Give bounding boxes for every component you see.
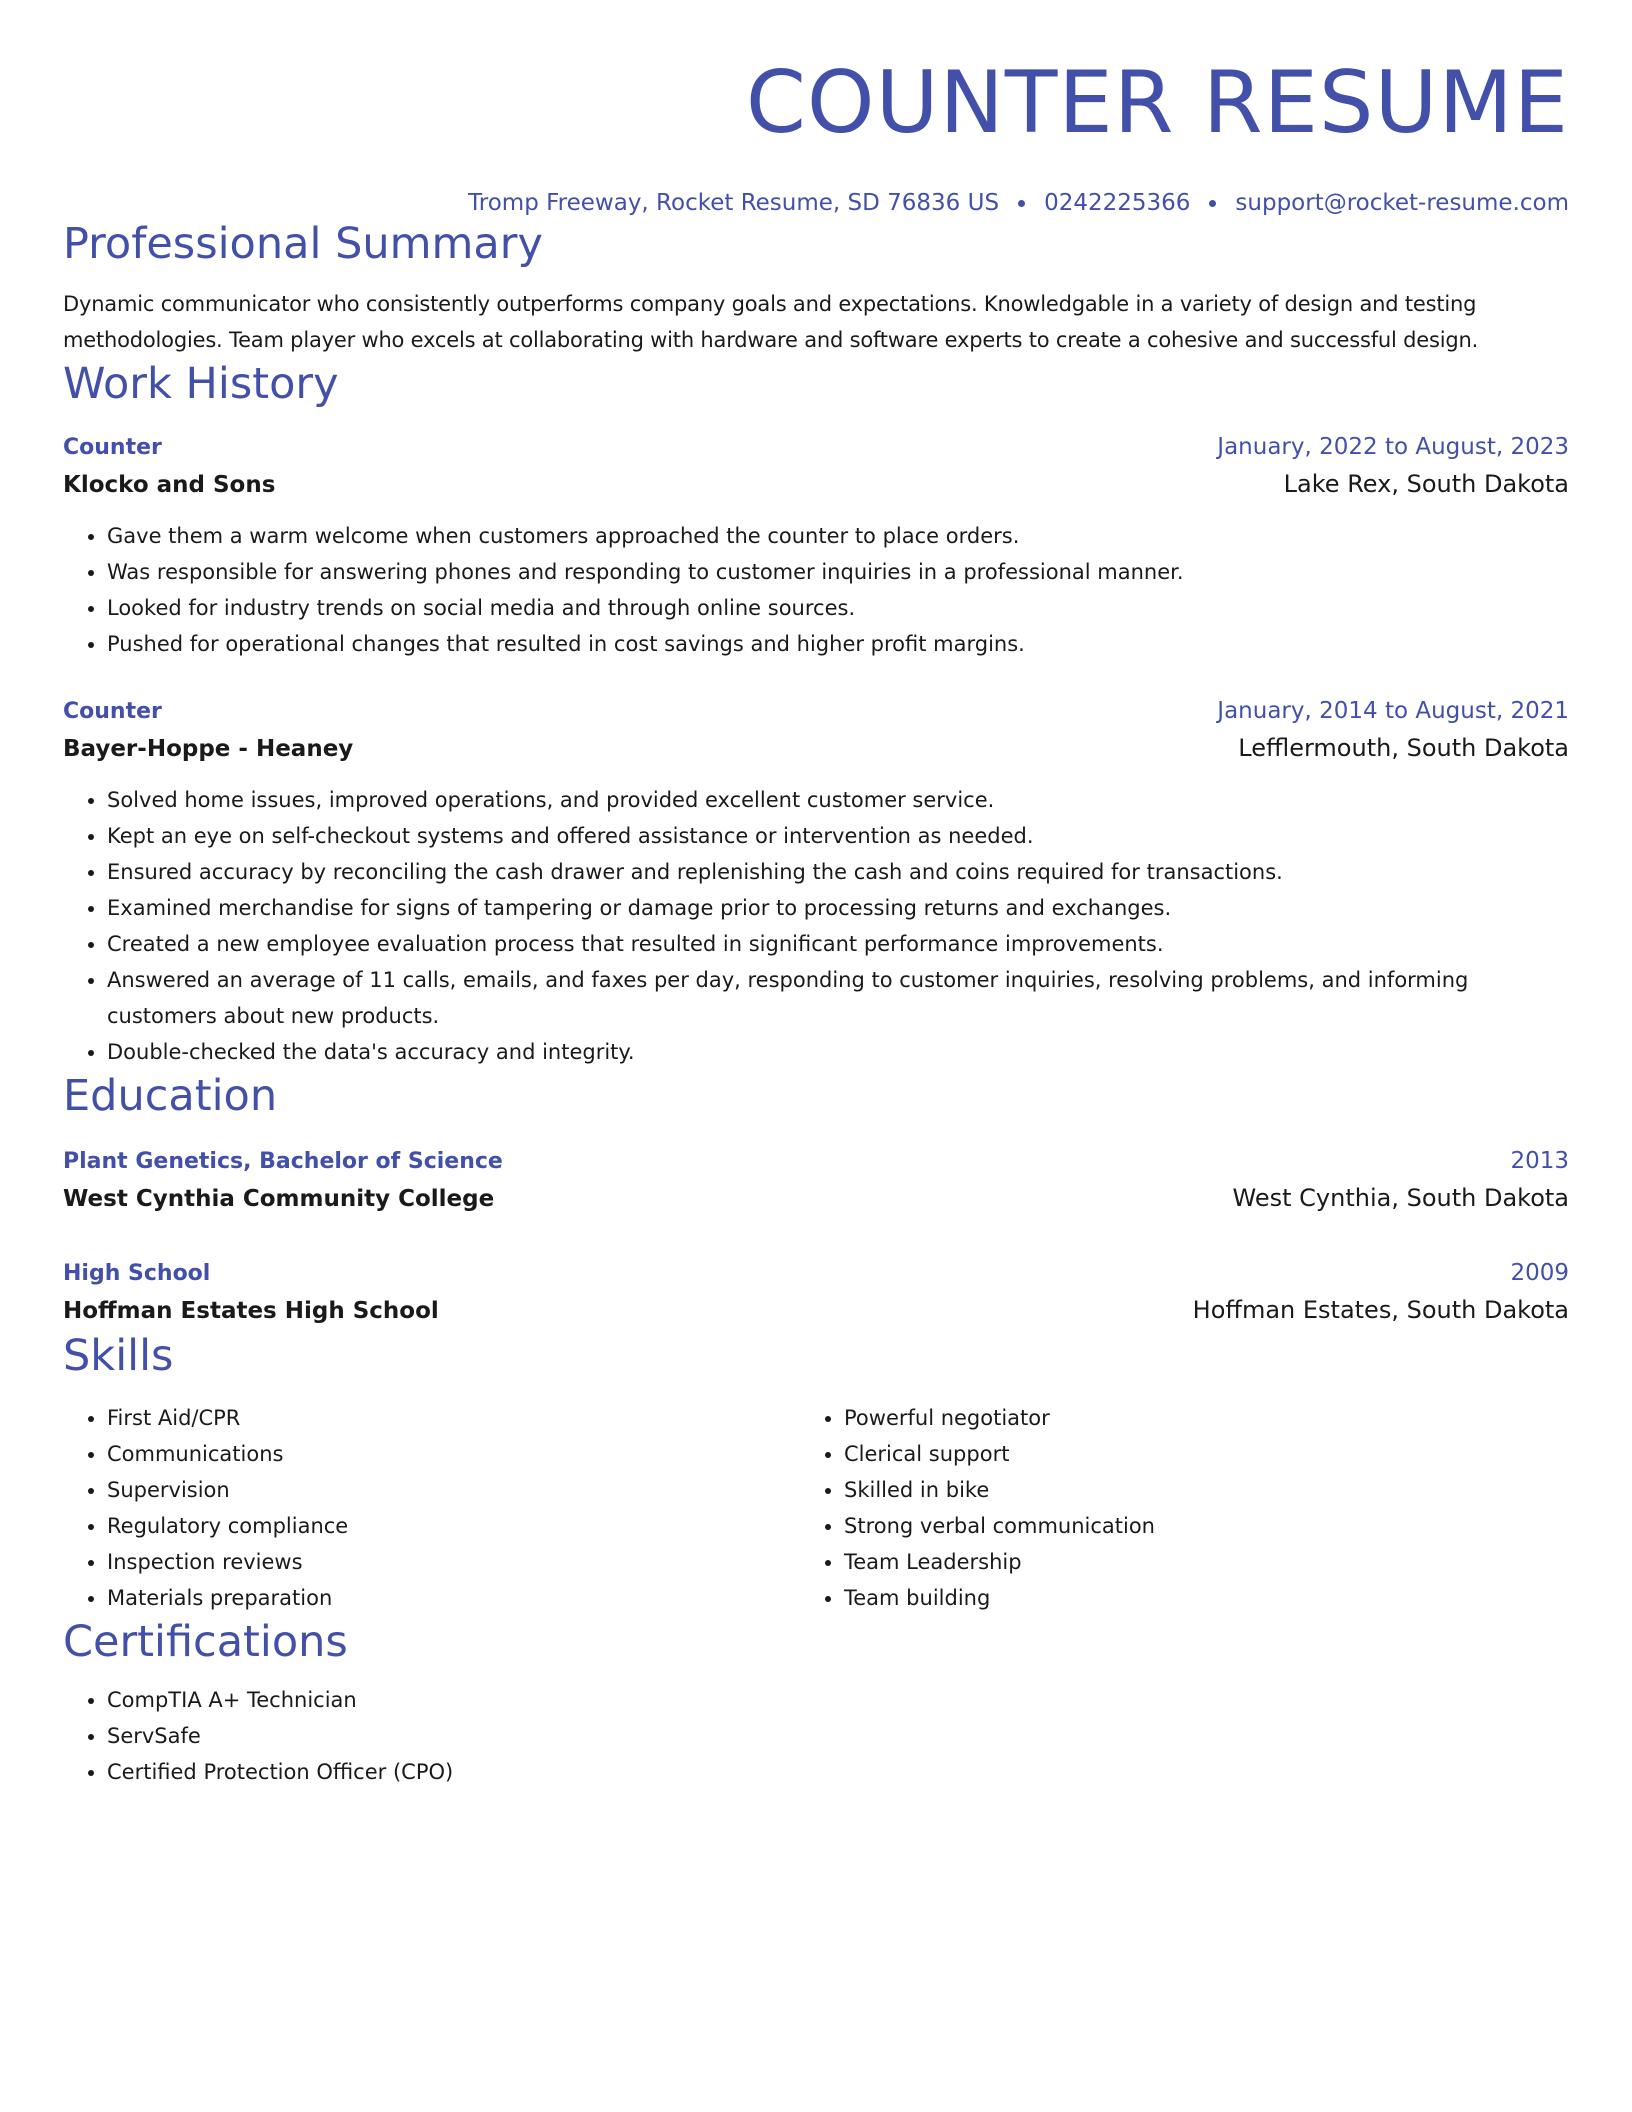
list-item: • Certified Protection Officer (CPO) [107,1754,1569,1790]
list-item: • Inspection reviews [107,1544,800,1580]
job-role: Counter [63,699,162,724]
job-company: Klocko and Sons [63,472,276,498]
education-location: Hoffman Estates, South Dakota [1192,1296,1569,1324]
list-item: • Materials preparation [107,1580,800,1616]
job-location: Lefflermouth, South Dakota [1238,734,1569,762]
job-entry [63,430,1569,662]
list-item: • Answered an average of 11 calls, emails, and faxes per day, responding to customer inquiries, resolving problems, and informing customers about new products. [107,962,1569,1034]
list-item: • Ensured accuracy by reconciling the cash drawer and replenishing the cash and coins required for transactions. [107,854,1569,890]
education-entry [63,1256,1569,1330]
education-location: West Cynthia, South Dakota [1232,1184,1569,1212]
resume-header [63,0,1569,218]
education-heading: Education [63,1071,278,1121]
contact-email: support@rocket-resume.com [1235,190,1569,216]
list-item: • Solved home issues, improved operations, and provided excellent customer service. [107,782,1569,818]
list-item: • Looked for industry trends on social media and through online sources. [107,590,1569,626]
work-history-heading: Work History [63,359,339,409]
list-item: • Supervision [107,1472,800,1508]
education-school: Hoffman Estates High School [63,1298,439,1324]
list-item: • Regulatory compliance [107,1508,800,1544]
list-item: • Examined merchandise for signs of tampering or damage prior to processing returns and exchanges. [107,890,1569,926]
certifications-heading: Certifications [63,1617,348,1667]
job-company: Bayer-Hoppe - Heaney [63,736,354,762]
list-item: • ServSafe [107,1718,1569,1754]
education-year: 2013 [1510,1148,1569,1174]
education-degree: High School [63,1261,211,1286]
list-item: • First Aid/CPR [107,1400,800,1436]
education-year: 2009 [1510,1260,1569,1286]
work-history-section [63,358,1569,1070]
list-item: • Pushed for operational changes that resulted in cost savings and higher profit margins. [107,626,1569,662]
contact-phone: 0242225366 [1044,190,1191,216]
list-item: • CompTIA A+ Technician [107,1682,1569,1718]
job-role: Counter [63,435,162,460]
list-item: • Powerful negotiator [844,1400,1537,1436]
skills-grid [63,1400,1569,1616]
list-item: • Kept an eye on self-checkout systems and offered assistance or intervention as needed. [107,818,1569,854]
job-bullets [63,782,1569,1070]
list-item: • Communications [107,1436,800,1472]
skills-column-right [800,1400,1537,1616]
certifications-section [63,1616,1569,1790]
summary-text: Dynamic communicator who consistently outperforms company goals and expectations. Knowledgable in a variety of design and testing methodologies. Team player who excels at collaborating with hardware and software experts to create a cohesive and successful design. [63,292,1479,352]
list-item: • Skilled in bike [844,1472,1537,1508]
job-dates: January, 2014 to August, 2021 [1217,698,1569,724]
job-entry [63,694,1569,1070]
list-item: • Clerical support [844,1436,1537,1472]
separator-dot [1209,200,1216,207]
list-item: • Team building [844,1580,1537,1616]
skills-heading: Skills [63,1331,174,1381]
job-bullets [63,518,1569,662]
skills-section [63,1330,1569,1616]
contact-line [63,188,1569,218]
list-item: • Team Leadership [844,1544,1537,1580]
list-item: • Strong verbal communication [844,1508,1537,1544]
list-item: • Gave them a warm welcome when customers approached the counter to place orders. [107,518,1569,554]
list-item: • Created a new employee evaluation process that resulted in significant performance improvements. [107,926,1569,962]
separator-dot [1018,200,1025,207]
job-dates: January, 2022 to August, 2023 [1217,434,1569,460]
list-item: • Double-checked the data's accuracy and integrity. [107,1034,1569,1070]
education-section [63,1070,1569,1330]
contact-address: Tromp Freeway, Rocket Resume, SD 76836 US [468,190,1000,216]
summary-section [63,218,1569,358]
education-degree: Plant Genetics, Bachelor of Science [63,1149,503,1174]
summary-heading: Professional Summary [63,219,543,269]
education-school: West Cynthia Community College [63,1186,495,1212]
certifications-list [63,1682,1569,1790]
skills-column-left [63,1400,800,1616]
job-location: Lake Rex, South Dakota [1283,470,1569,498]
education-entry [63,1144,1569,1218]
list-item: • Was responsible for answering phones and responding to customer inquiries in a professional manner. [107,554,1569,590]
candidate-name: COUNTER RESUME [745,53,1569,153]
